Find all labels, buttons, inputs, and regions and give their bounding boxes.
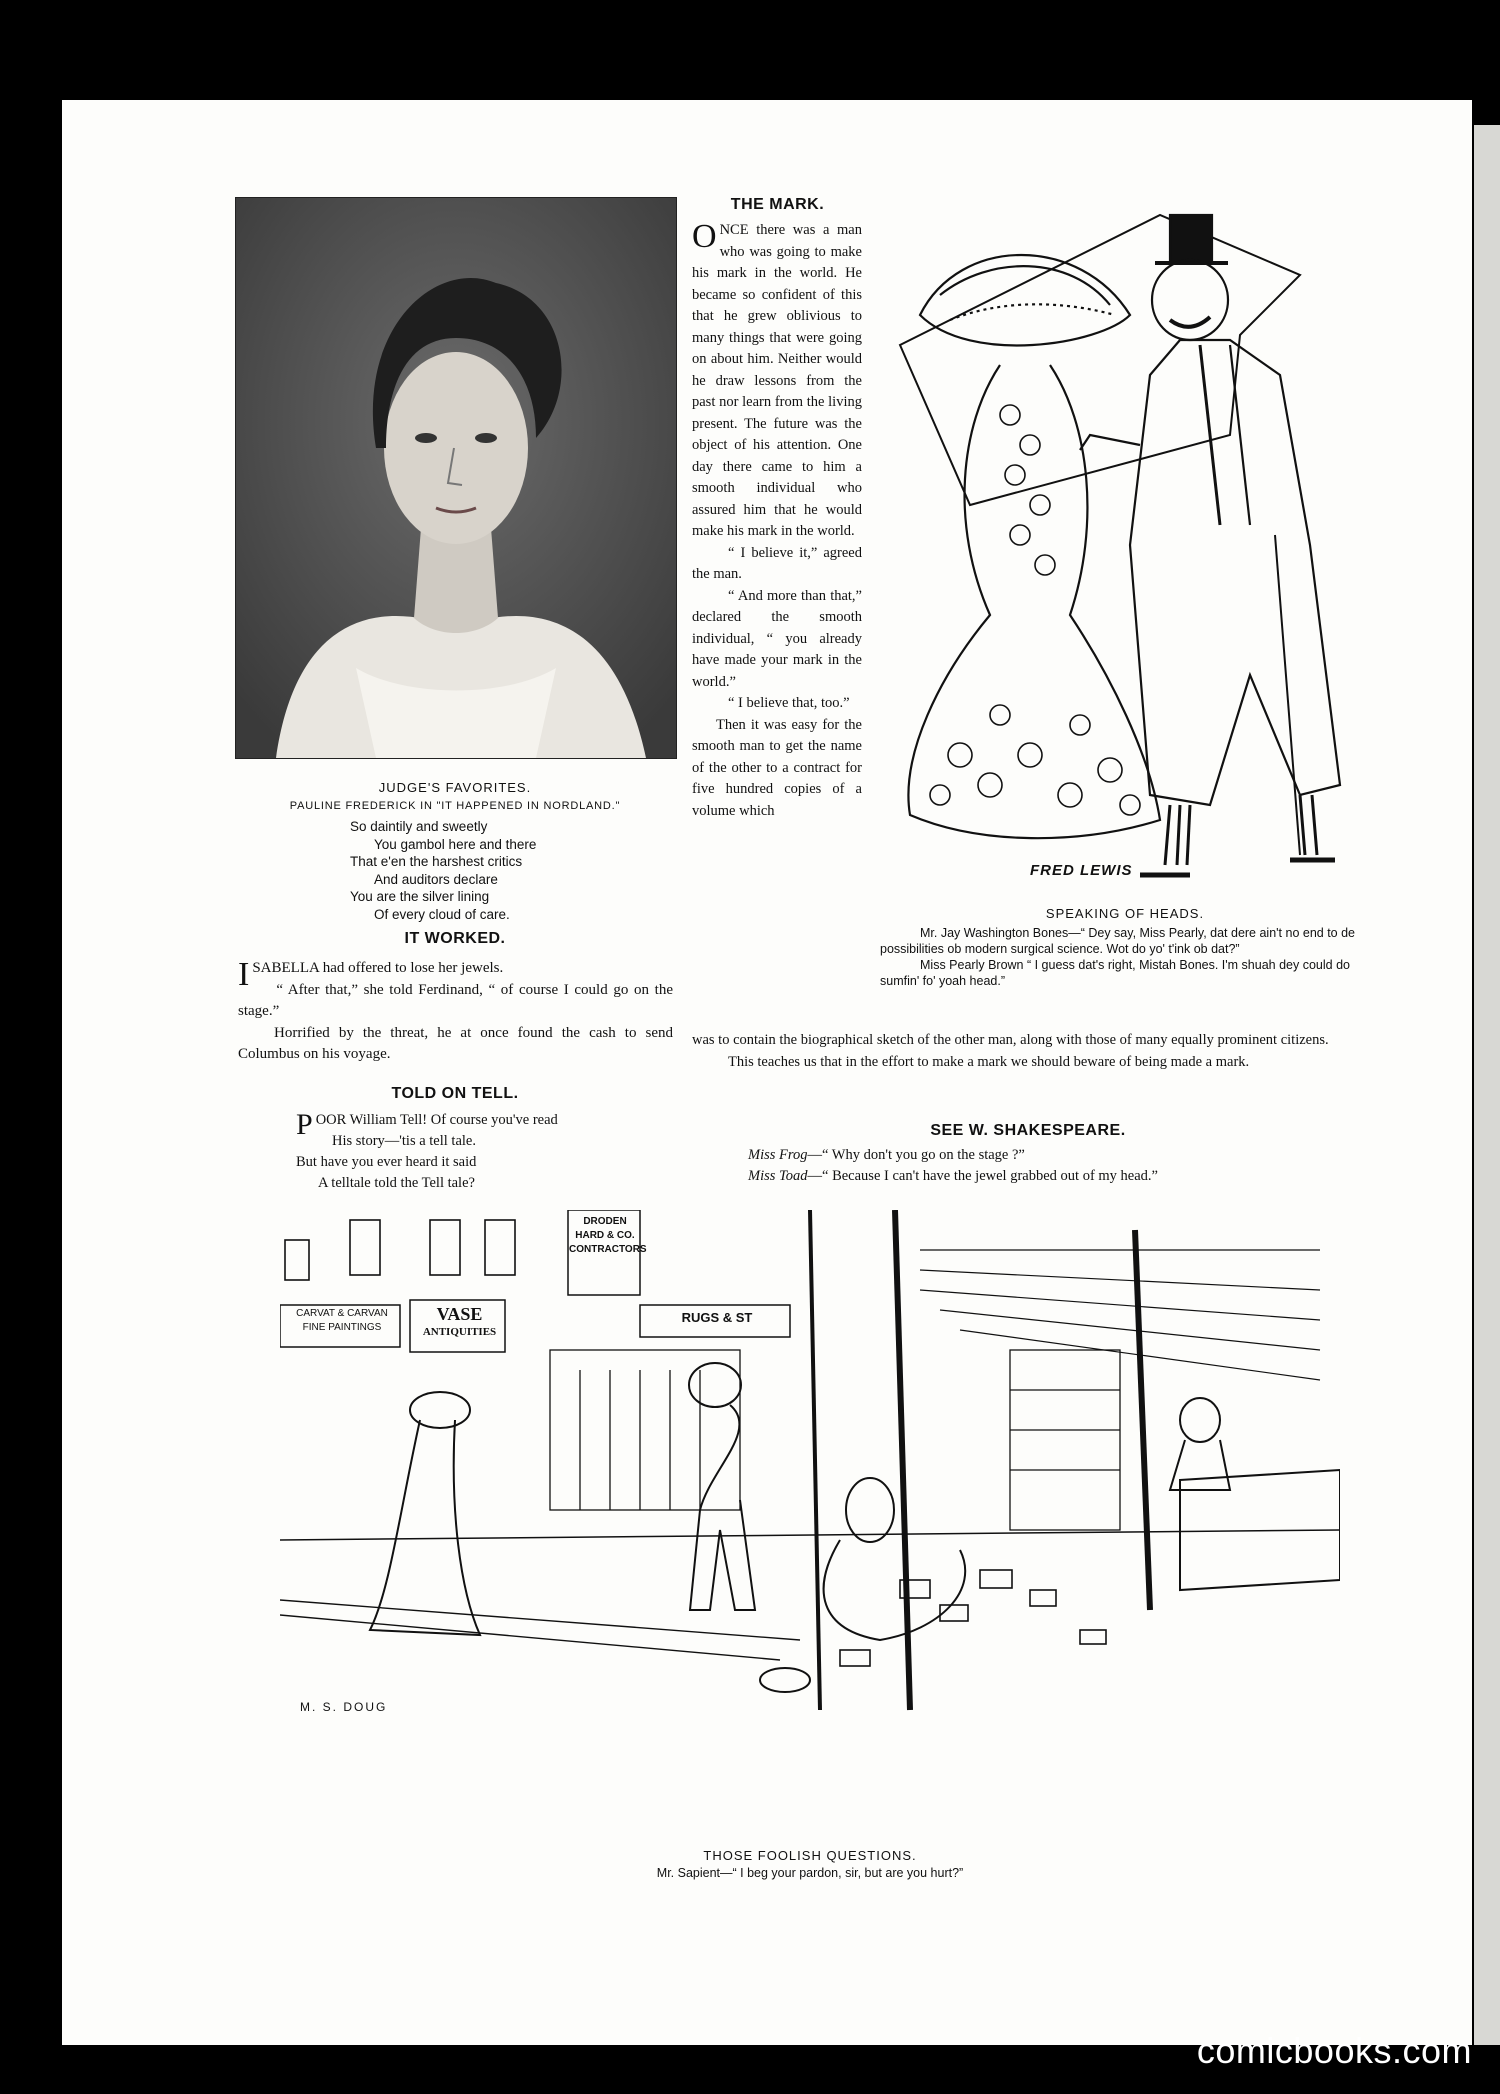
poem-line: You are the silver lining — [350, 889, 490, 904]
cartoon-signature: FRED LEWIS — [1030, 862, 1133, 879]
dialogue-line: Miss Frog—“ Why don't you go on the stage ?” — [748, 1147, 1025, 1163]
speaking-of-heads-title: SPEAKING OF HEADS. — [1045, 906, 1205, 921]
verse-line: A telltale told the Tell tale? — [318, 1175, 475, 1191]
dialogue-line: Miss Pearly Brown “ I guess dat's right, Mistah Bones. I'm shuah dey could do sumfin' fo' yoah head.” — [880, 958, 1350, 988]
dialogue-line: Mr. Jay Washington Bones—“ Dey say, Miss Pearly, dat dere ain't no end to de possibilities ob modern surgical science. Wot do yo' t'ink ob dat?” — [880, 926, 1355, 956]
speaker-name: Miss Frog — [748, 1147, 808, 1163]
told-on-tell-heading: TOLD ON TELL. — [391, 1085, 519, 1102]
poem-line: And auditors declare — [374, 871, 498, 887]
speaking-of-heads-cartoon — [880, 195, 1370, 895]
street-cartoon-signature: M. S. DOUG — [300, 1700, 388, 1714]
the-mark-continued — [692, 1030, 1364, 1073]
poem-line: You gambol here and there — [374, 836, 537, 852]
the-mark-p1: NCE there was a man who was going to make his mark in the world. He became so confident of this that he grew oblivious to many things that were going on about him. Neither would he draw lessons from the past nor learn from the living present. The future was the object of his attention. One day there came to him a smooth individual who assured him that he would make his mark in the world. — [692, 222, 862, 539]
verse-line: OOR William Tell! Of course you've read — [315, 1112, 558, 1128]
foolish-questions-caption: Mr. Sapient—“ I beg your pardon, sir, but are you hurt?” — [656, 1866, 964, 1880]
it-worked-p2: “ After that,” she told Ferdinand, “ of course I could go on the stage.” — [238, 981, 673, 1019]
street-scene-cartoon — [280, 1210, 1340, 1740]
told-on-tell-verse — [296, 1110, 656, 1194]
verse-line: But have you ever heard it said — [296, 1154, 477, 1170]
dropcap: I — [238, 956, 250, 993]
the-mark-heading: THE MARK. — [730, 196, 825, 213]
facing-page-edge — [1474, 125, 1500, 2045]
speaking-of-heads-dialogue — [880, 925, 1366, 989]
the-mark-p4: “ I believe that, too.” — [728, 695, 850, 711]
dropcap: P — [296, 1108, 313, 1141]
the-mark-article — [692, 220, 862, 822]
the-mark-p5a: Then it was easy for the smooth man to get the name of the other to a contract for five hundred copies of a volume which — [692, 716, 862, 819]
poem-line: That e'en the harshest critics — [350, 854, 523, 869]
sign-vase: VASE ANTIQUITIES — [422, 1304, 497, 1338]
poem-line: So daintily and sweetly — [350, 819, 488, 834]
portrait-photo — [235, 197, 677, 759]
the-mark-p2: “ I believe it,” agreed the man. — [692, 544, 862, 582]
favorites-title: JUDGE'S FAVORITES. — [378, 780, 532, 795]
it-worked-p1: SABELLA had offered to lose her jewels. — [252, 960, 504, 976]
verse-line: His story—'tis a tell tale. — [332, 1133, 476, 1149]
dialogue-line: Miss Toad—“ Because I can't have the jewel grabbed out of my head.” — [748, 1168, 1158, 1184]
it-worked-article — [238, 958, 673, 1066]
favorites-subtitle: PAULINE FREDERICK IN "IT HAPPENED IN NORDLAND." — [289, 800, 621, 812]
it-worked-heading: IT WORKED. — [404, 930, 506, 947]
shakespeare-heading: SEE W. SHAKESPEARE. — [930, 1122, 1126, 1139]
sign-carvat: CARVAT & CARVAN FINE PAINTINGS — [296, 1308, 388, 1333]
the-mark-p3: “ And more than that,” declared the smooth individual, “ you already have made your mark in the world.” — [692, 587, 862, 690]
poem-line: Of every cloud of care. — [374, 906, 510, 922]
shakespeare-dialogue — [748, 1145, 1364, 1187]
the-mark-p5b: was to contain the biographical sketch of the other man, along with those of many equally prominent citizens. — [692, 1032, 1329, 1048]
sign-rugs: RUGS & ST — [681, 1310, 753, 1325]
the-mark-p6: This teaches us that in the effort to make a mark we should beware of being made a mark. — [728, 1053, 1250, 1070]
site-watermark: comicbooks.com — [1196, 2030, 1472, 2071]
sign-droden: DRODEN HARD & CO. CONTRACTORS — [569, 1216, 647, 1255]
dropcap: O — [692, 218, 717, 255]
foolish-questions-title: THOSE FOOLISH QUESTIONS. — [703, 1848, 917, 1863]
favorites-poem — [350, 818, 630, 923]
it-worked-p3: Horrified by the threat, he at once found the cash to send Columbus on his voyage. — [238, 1024, 673, 1062]
speaker-name: Miss Toad — [748, 1168, 808, 1184]
